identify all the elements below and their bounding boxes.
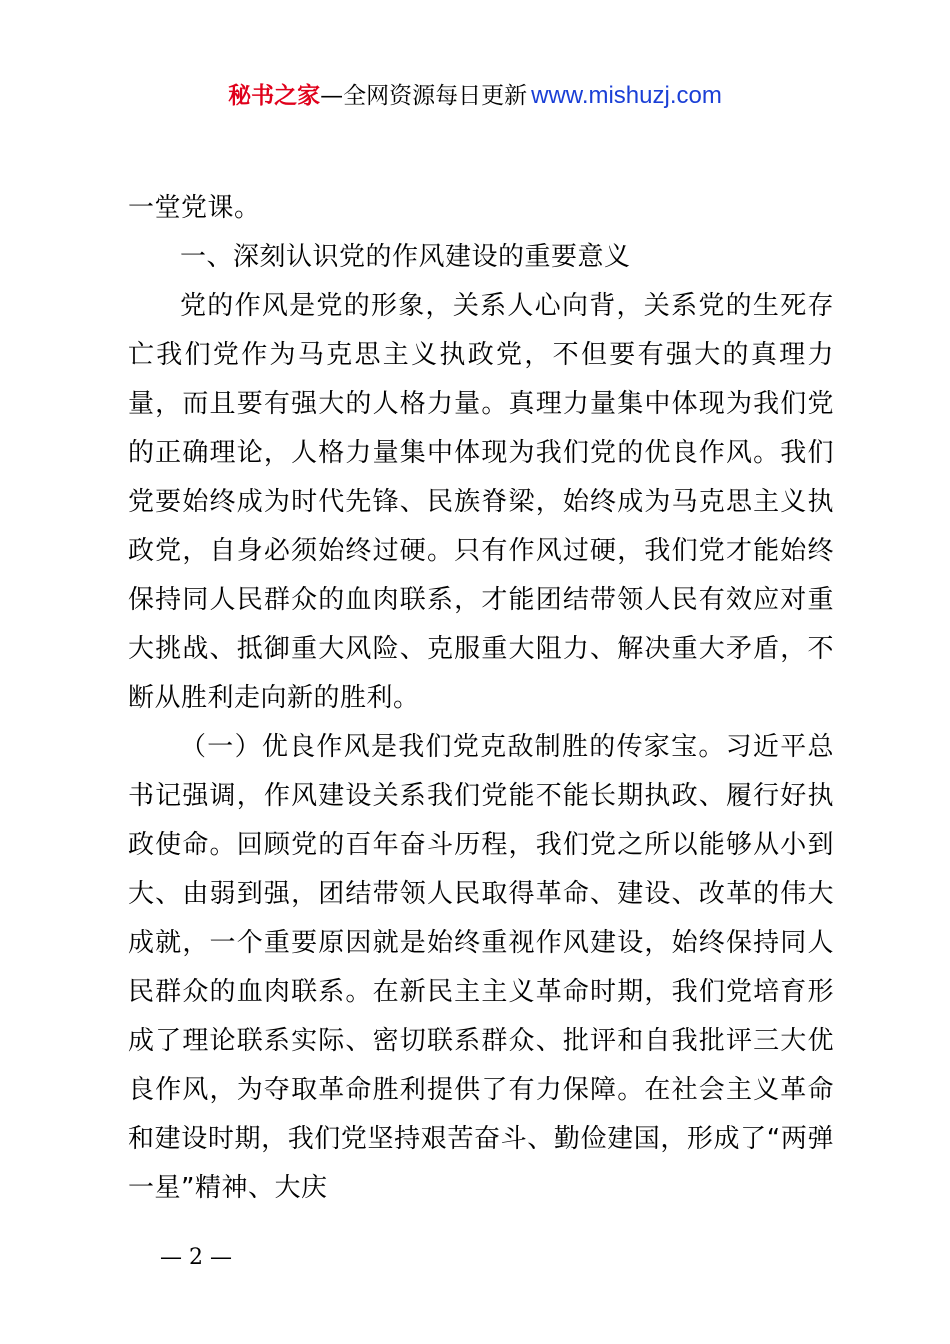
paragraph-continuation: 一堂党课。 bbox=[128, 193, 261, 223]
site-url-link[interactable]: www.mishuzj.com bbox=[531, 82, 722, 109]
section-heading: 一、深刻认识党的作风建设的重要意义 bbox=[180, 242, 631, 272]
page-number: — 2 — bbox=[160, 1245, 232, 1270]
site-header bbox=[0, 78, 950, 114]
paragraph: （一）优良作风是我们党克敌制胜的传家宝。习近平总书记强调，作风建设关系我们党能不能长期执政、履行好执政使命。回顾党的百年奋斗历程，我们党之所以能够从小到大、由弱到强，团结带领人民取得革命、建设、改革的伟大成就，一个重要原因就是始终重视作风建设，始终保持同人民群众的血肉联系。在新民主主义革命时期，我们党培育形成了理论联系实际、密切联系群众、批评和自我批评三大优良作风，为夺取革命胜利提供了有力保障。在社会主义革命和建设时期，我们党坚持艰苦奋斗、勤俭建国，形成了“两弹一星”精神、大庆 bbox=[128, 732, 834, 1203]
document-body bbox=[128, 184, 834, 1213]
paragraph: 党的作风是党的形象，关系人心向背，关系党的生死存亡我们党作为马克思主义执政党，不但要有强大的真理力量，而且要有强大的人格力量。真理力量集中体现为我们党的正确理论，人格力量集中体现为我们党的优良作风。我们党要始终成为时代先锋、民族脊梁，始终成为马克思主义执政党，自身必须始终过硬。只有作风过硬，我们党才能始终保持同人民群众的血肉联系，才能团结带领人民有效应对重大挑战、抵御重大风险、克服重大阻力、解决重大矛盾，不断从胜利走向新的胜利。 bbox=[128, 291, 834, 713]
site-brand: 秘书之家 bbox=[228, 83, 321, 109]
site-tagline: —全网资源每日更新 bbox=[320, 83, 528, 109]
